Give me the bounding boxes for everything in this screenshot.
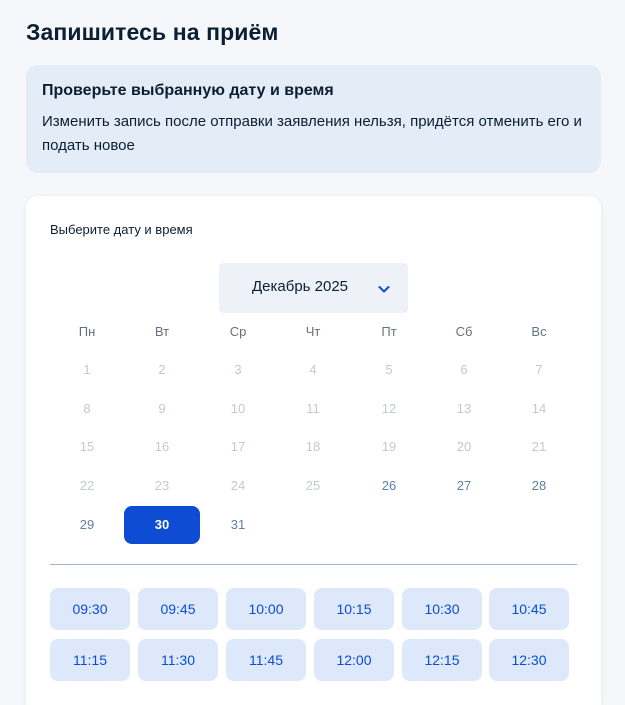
time-slot-button[interactable]: 11:30 (138, 639, 218, 681)
calendar-day[interactable]: 27 (456, 478, 472, 493)
notice-box (26, 65, 601, 173)
weekday-label: Чт (305, 324, 321, 339)
page-title: Запишитесь на приём (26, 19, 279, 45)
calendar-day: 2 (158, 362, 166, 377)
calendar-day: 17 (230, 439, 246, 454)
time-slot-button[interactable]: 12:30 (489, 639, 569, 681)
calendar-day[interactable]: 29 (79, 517, 95, 532)
notice-title: Проверьте выбранную дату и время (42, 82, 334, 99)
calendar-day: 10 (230, 401, 246, 416)
time-slot-button[interactable]: 10:30 (402, 588, 482, 630)
calendar-day: 4 (309, 362, 317, 377)
time-slot-button[interactable]: 11:15 (50, 639, 130, 681)
calendar-day-selected[interactable]: 30 (124, 506, 200, 544)
time-slot-button[interactable]: 11:45 (226, 639, 306, 681)
calendar-day: 3 (234, 362, 242, 377)
appointment-card (26, 196, 601, 705)
time-slot-button[interactable]: 09:30 (50, 588, 130, 630)
calendar-day: 21 (531, 439, 547, 454)
time-slot-button[interactable]: 10:15 (314, 588, 394, 630)
time-slot-button[interactable]: 12:15 (402, 639, 482, 681)
time-slot-button[interactable]: 12:00 (314, 639, 394, 681)
calendar-day: 24 (230, 478, 246, 493)
calendar-grid (50, 196, 577, 556)
calendar-day: 6 (460, 362, 468, 377)
calendar-day: 25 (305, 478, 321, 493)
calendar-day: 19 (381, 439, 397, 454)
weekday-label: Пн (78, 324, 96, 339)
time-slot-button[interactable]: 10:00 (226, 588, 306, 630)
weekday-label: Ср (229, 324, 247, 339)
divider (50, 564, 577, 565)
calendar-day: 18 (305, 439, 321, 454)
weekday-label: Вс (531, 324, 547, 339)
calendar-day: 15 (79, 439, 95, 454)
calendar-day: 20 (456, 439, 472, 454)
calendar-day: 8 (83, 401, 91, 416)
calendar-day: 9 (158, 401, 166, 416)
calendar-day: 11 (306, 401, 320, 416)
calendar-day: 5 (385, 362, 393, 377)
weekday-label: Вт (154, 324, 170, 339)
calendar-day[interactable]: 31 (230, 517, 246, 532)
time-slot-button[interactable]: 09:45 (138, 588, 218, 630)
calendar-day: 14 (531, 401, 547, 416)
calendar-day: 23 (154, 478, 170, 493)
weekday-label: Сб (455, 324, 473, 339)
calendar-day[interactable]: 28 (531, 478, 547, 493)
month-select-value: Декабрь 2025 (252, 278, 349, 295)
calendar-day[interactable]: 26 (381, 478, 397, 493)
date-time-label: Выберите дату и время (50, 222, 193, 237)
calendar-day: 12 (381, 401, 397, 416)
calendar-day: 16 (154, 439, 170, 454)
calendar-day: 13 (456, 401, 472, 416)
calendar-day: 1 (83, 362, 91, 377)
weekday-label: Пт (381, 324, 397, 339)
time-slot-button[interactable]: 10:45 (489, 588, 569, 630)
calendar-day: 7 (535, 362, 543, 377)
notice-text: Изменить запись после отправки заявления нельзя, придётся отменить его и подать новое (42, 113, 582, 154)
calendar-day: 22 (79, 478, 95, 493)
